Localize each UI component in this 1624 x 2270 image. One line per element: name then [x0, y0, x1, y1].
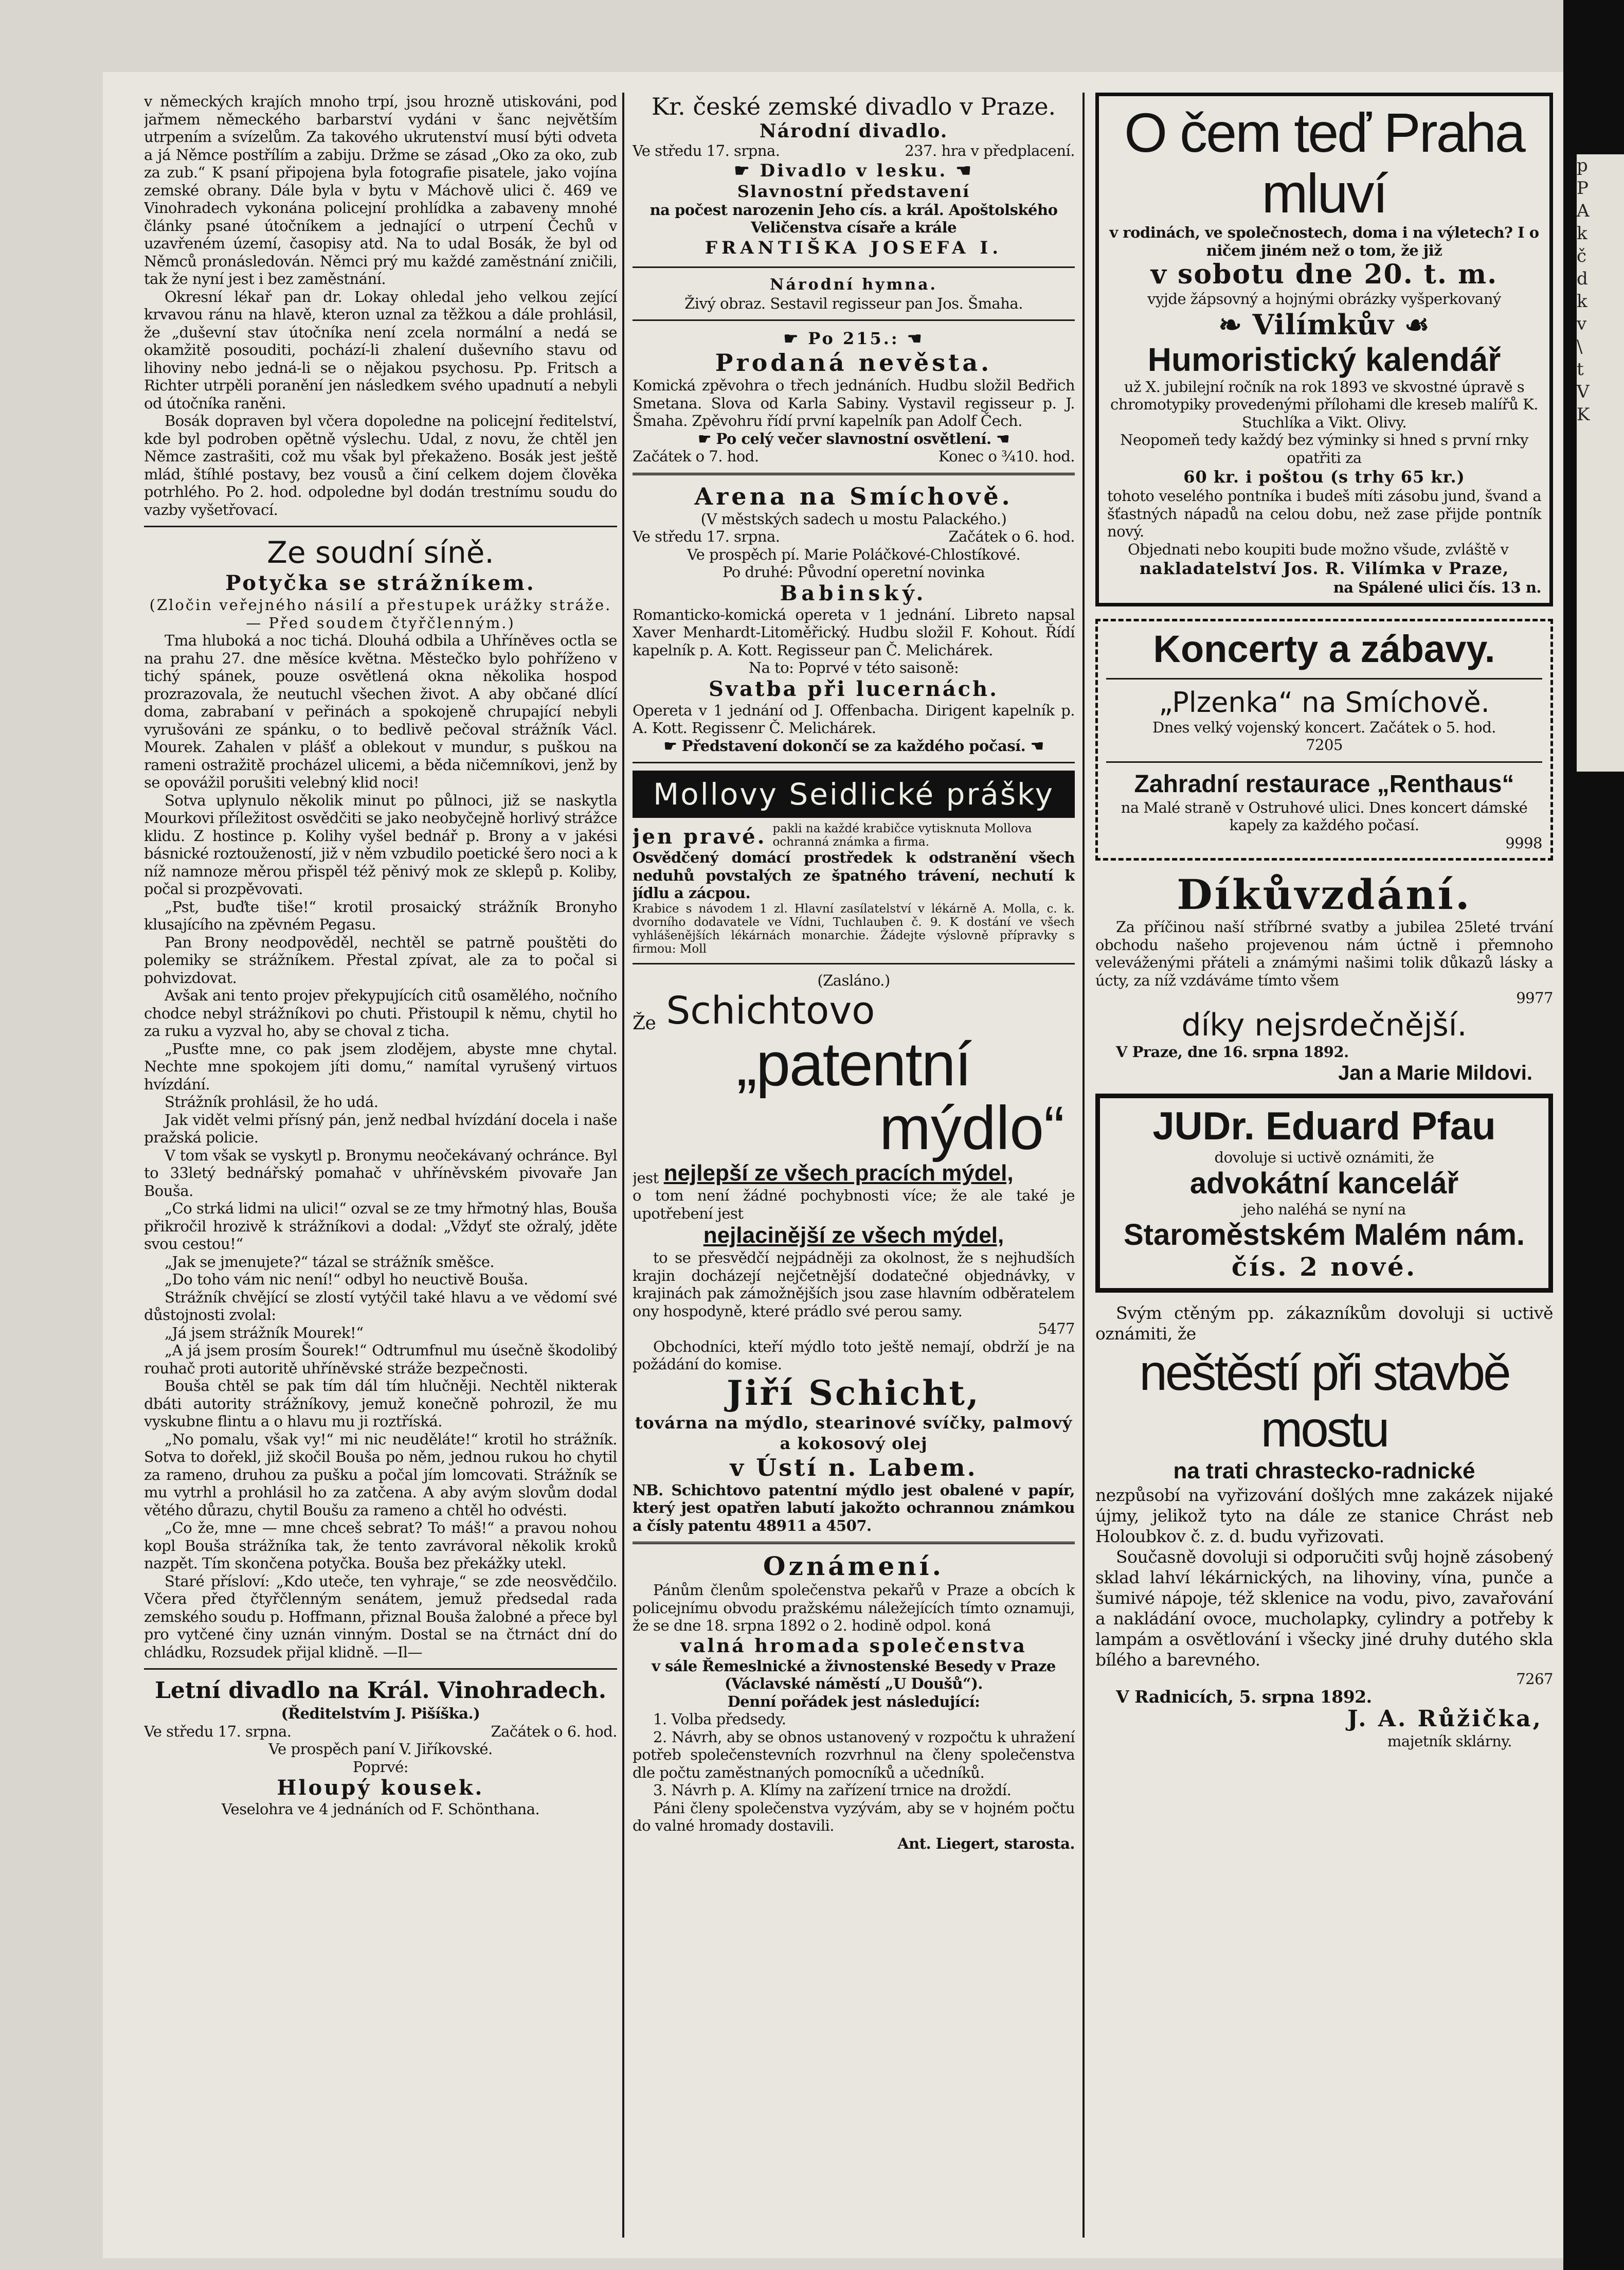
article-paragraph: „Já jsem strážník Mourek!“: [165, 1324, 364, 1342]
moll-only: jen pravé.: [633, 825, 767, 849]
oznameni-title: Oznámení.: [763, 1551, 945, 1581]
hand-pointer-icon: ☚: [899, 329, 924, 348]
moll-banner: Mollovy Seidlické prášky: [633, 771, 1075, 818]
koncert-plzenka-desc: Dnes velký vojenský koncert. Začátek o 5. hod.: [1152, 718, 1496, 736]
kalendar-date: v sobotu dne 20. t. m.: [1150, 259, 1498, 290]
nd-emperor: FRANTIŠKA JOSEFA I.: [705, 237, 1003, 258]
nd-forest: ☛ Divadlo v lesku. ☚: [734, 160, 973, 181]
arena-location: (V městských sadech u mostu Palackého.): [700, 510, 1007, 528]
pfau-office: advokátní kancelář: [1189, 1166, 1459, 1200]
ruzicka-num: 7267: [1516, 1670, 1553, 1688]
koncert-plzenka: „Plzenka“ na Smíchově.: [1159, 686, 1490, 719]
adjacent-page-edge: [1563, 0, 1624, 2270]
oznameni-sign: Ant. Liegert, starosta.: [897, 1834, 1075, 1852]
ornament-icon: ❧: [1218, 308, 1253, 341]
kalendar-address: na Spálené ulici čís. 13 n.: [1333, 579, 1541, 596]
article-paragraph: Bosák dopraven byl včera dopoledne na policejní ředitelství, kde byl podroben opětně výslechu. Udal, z novu, že chtěl jen Němce zastrašiti, což mu však byl překaženo. Bosák jest ještě mlád, štíhlé postavy, bez vousů a činí celkem dojem člověka potrhlého. Po 2. hod. odpoledne byl dodán trestnímu soudu do vazby vyšetřovací.: [144, 412, 617, 519]
article-paragraph: „A já jsem prosím Šourek!“ Odtrumfnul mu úsečně škodolibý rouhač proti autoritě uhříněvské stráže bezpečnosti.: [144, 1342, 617, 1377]
ruzicka-date: V Radnicích, 5. srpna 1892.: [1116, 1686, 1372, 1707]
ruzicka-intro: Svým ctěným pp. zákazníkům dovoluji si uctivě oznámiti, že: [1095, 1303, 1553, 1344]
oznameni-body: Pánům členům společenstva pekařů v Praze a obcích k policejnímu obvodu pražskému náležejících tímto oznamuji, že se dne 18. srpna 1892 o 2. hodině odpol. koná: [633, 1581, 1075, 1634]
schicht-cheap: nejlacinější ze všech mýdel,: [703, 1223, 1004, 1248]
arena-date: Ve středu 17. srpna.: [633, 528, 780, 545]
arena-benefit: Ve prospěch pí. Marie Poláčkové-Chlostíkové.: [687, 545, 1021, 563]
arena-second: Po druhé: Původní operetní novinka: [722, 563, 985, 581]
hand-pointer-icon: ☚: [991, 430, 1009, 448]
dikuvzdani-thanks: díky nejsrdečnější.: [1181, 1007, 1467, 1043]
arena-note: ☛ Představení dokončí se za každého počasí. ☚: [663, 737, 1044, 755]
column-rule: [1082, 93, 1085, 2238]
article-paragraph: „Do toho vám nic není!“ odbyl ho neuctivě Bouša.: [165, 1271, 528, 1288]
arena-start: Začátek o 6. hod.: [948, 528, 1075, 545]
pfau-line2: jeho naléhá se nyní na: [1242, 1200, 1406, 1218]
nd-times: [633, 448, 1075, 466]
oznameni-place: v sále Řemeslnické a živnostenské Besedy v Praze (Václavské náměstí „U Doušů“).: [652, 1657, 1056, 1692]
oznameni-item: 3. Návrh p. A. Klímy na zařízení trnice na droždí.: [653, 1781, 1012, 1799]
kalendar-publisher: nakladatelství Jos. R. Vilímka v Praze,: [1139, 559, 1509, 578]
schicht-best: nejlepší ze všech pracích mýdel,: [663, 1160, 1014, 1186]
article-paragraph: „Co strká lidmi na ulici!“ ozval se ze tmy hřmotný hlas, Bouša přikročil hrozivě k strážníkovi a dodal: „Vždyť ste ožralý, jděte svou cestou!“: [144, 1200, 617, 1253]
schicht-factory: továrna na mýdlo, stearinové svíčky, palmový a kokosový olej: [635, 1413, 1073, 1453]
kalendar-body4: tohoto veselého pontníka i budeš míti zásobu jund, švand a šťastných nápadů na celou dobu, než zase přijde pontník nový.: [1107, 487, 1541, 540]
arena-play: Babinský.: [780, 581, 928, 605]
schicht-head: [633, 989, 1075, 1032]
ornament-icon: ☙: [1394, 308, 1430, 341]
nd-hymn: Národní hymna.: [770, 275, 937, 294]
oznameni-closing: Páni členy společenstva vyzývám, aby se v hojném počtu do valné hromady dostavili.: [633, 1799, 1075, 1834]
article-paragraph: „Pst, buďte tiše!“ krotil prosaický strážník Bronyho klusajícího na zpěvném Pegasu.: [144, 898, 617, 933]
hand-pointer-icon: ☛: [698, 430, 716, 448]
kalendar-body5: Objednati nebo koupiti bude možno všude, zvláště v: [1128, 540, 1509, 558]
schicht-soap: mýdlo“: [879, 1094, 1064, 1163]
dikuvzdani-sign: Jan a Marie Mildovi.: [1338, 1062, 1532, 1084]
theatre-start: Začátek o 6. hod.: [491, 1722, 617, 1740]
article-paragraph: „No pomalu, však vy!“ mi nic neuděláte!“ krotil ho strážník. Sotva to dořekl, již skočil Bouša po něm, jednou rukou ho chytil za rameno, druhou za pušku a počal jím lomcovati. Strážník se mu vytrhl a prohlásil ho za zatčena. A aby avým slovům dodal větého důrazu, chytil Boušu za rameno a chtěl ho odvésti.: [144, 1430, 617, 1519]
article-paragraph: v německých krajích mnoho trpí, jsou hrozně utiskováni, pod jařmem německého barbarství vydáni v šanc největším utrpením a svízelům. Za takového ukrutenství musí býti odveta a já Němce postřílím a zabiju. Držme se zásad „Oko za oko, zub za zub.“ K psaní připojena byla fotografie pisatele, jako vojína zemské obrany. Dále byla v bytu v Máchově ulici č. 469 ve Vinohradech vykonána policejní prohlídka a zabaveny mnohé články psané útočníkem a jednající o utrpení Čechů v uzavřeném území, časopisy atd. Na to udal Bosák, že byl od Němců pronásledován. Němci prý mu každé zaměstnání zničili, tak že nyní jest i bez zaměstnání.: [144, 93, 617, 288]
nd-subtitle: Národní divadlo.: [759, 120, 948, 142]
article-title: Potyčka se strážníkem.: [225, 571, 536, 595]
arena-then: Na to: Poprvé v této saisoně:: [748, 659, 959, 676]
pfau-line1: dovoluje si uctivě oznámiti, že: [1214, 1149, 1434, 1166]
schicht-jest: jest: [633, 1169, 659, 1187]
nd-start: Začátek o 7. hod.: [633, 448, 759, 465]
theatre-director: (Ředitelstvím J. Pišíška.): [281, 1705, 480, 1722]
kalendar-name: Humoristický kalendář: [1147, 341, 1501, 378]
arena-schedule: [633, 528, 1075, 546]
column-middle: [633, 93, 1075, 2243]
ruzicka-body1: nezpůsobí na vyřizování došlých mne zakázek nijaké újmy, jelikož tyto na dále ze stanice Chrást neb Holoubkov č. z. d. budu vyřizovati.: [1095, 1485, 1553, 1546]
article-paragraph: Staré přísloví: „Kdo uteče, ten vyhraje,“ se zde neosvědčilo. Včera před čtyřčlenným senátem, jemuž předsedal rada zemského soudu p. Hoffmann, přiznal Bouša žalobné a přece byl pro vytčené činy uznán vinným. Dostal se na čtrnáct dní do chládku, Rozsudek přijal klidně. —Il—: [144, 1572, 617, 1661]
ruzicka-body2: Současně dovoluji si odporučiti svůj hojně zásobený sklad lahví lékárnických, na lihoviny, vína, punče a šumivé nápoje, též sklenice na vodu, pivo, zavařování a nakládání ovoce, mucholapky, cylindry a potřeby k lampám a osvětlování i všecky jiné druhy dutého skla bílého a barevného.: [1095, 1547, 1553, 1670]
nd-gala2: na počest narozenin Jeho cís. a král. Apoštolského Veličenstva císaře a krále: [649, 201, 1058, 236]
nd-tableau: Živý obraz. Sestavil regisseur pan Jos. Šmaha.: [684, 294, 1023, 312]
schicht-brand: Schichtovo: [666, 989, 875, 1033]
divider: [633, 266, 1075, 268]
kalendar-headline: O čem teď Praha mluví: [1124, 101, 1524, 224]
arena-desc2: Opereta v 1 jednání od J. Offenbacha. Dirigent kapelník p. A. Kott. Regissenr Č. Melichárek.: [633, 701, 1075, 737]
pfau-name: JUDr. Eduard Pfau: [1152, 1104, 1496, 1148]
article-paragraph: Bouša chtěl se pak tím dál tím hlučněji. Nechtěl nikterak dbáti autority strážníkovy, jemuž konečně pohrozil, že mu vyskubne flintu a o hlavu mu ji roztříská.: [144, 1377, 617, 1430]
divider: [633, 1542, 1075, 1544]
nd-title: Kr. české zemské divadlo v Praze.: [651, 93, 1056, 120]
article-paragraph: „Pusťte mne, co pak jsem zlodějem, abyste mne chytal. Nechte mne spokojem jíti domu,“ namítal vyrušený virtuos hvízdání.: [144, 1040, 617, 1093]
article-paragraph: Strážník chvějící se zlostí vytýčil také hlavu a ve vědomí své důstojnosti zvolal:: [144, 1288, 617, 1324]
article-paragraph: V tom však se vyskytl p. Bronymu neočekávaný ochránce. Byl to 33letý bednářský pomahač v uhříněvském pivovaře Jan Bouša.: [144, 1146, 617, 1200]
article-paragraph: Avšak ani tento projev překypujících citů osamělého, nočního chodce nebyl strážníkovi po chuti. Přistoupil k němu, chytil ho za ruku a vyzval ho, aby se choval z ticha.: [144, 987, 617, 1040]
hand-pointer-icon: ☛: [734, 160, 760, 181]
moll-body: Osvědčený domácí prostředek k odstranění všech neduhů povstalých ze špatného trávení, nechutí k jídlu a zácpou.: [633, 849, 1075, 902]
theatre-first: Poprvé:: [352, 1758, 409, 1776]
kalendar-body2: už X. jubilejní ročník na rok 1893 ve skvostné úpravě s chromotypiky provedenými přílohami dle kreseb malířů K. Stuchlíka a Vikt. Olivy.: [1110, 378, 1538, 431]
dikuvzdani-num: 9977: [1516, 989, 1553, 1007]
arena-play2: Svatba při lucernách.: [708, 676, 999, 701]
column-left: [144, 93, 617, 2243]
schicht-body2: to se přesvědčí nejpádněji za okolnost, že s nejhudších krajin docházejí nejčetnější dodatečné objednávky, v krajinách pak zámožnějších jsou zase hlavním odběratelem ony hospodyně, které prádlo své perou samy.: [633, 1249, 1075, 1320]
oznameni-meeting: valná hromada společenstva: [680, 1635, 1027, 1657]
ruzicka-headline: neštěstí při stavbě mostu: [1139, 1344, 1509, 1457]
column-rule: [622, 93, 624, 2238]
ruzicka-role: majetník sklárny.: [1387, 1732, 1512, 1750]
article-paragraph: Jak vidět velmi přísný pán, jenž nedbal hvízdání docela i naše pražská policie.: [144, 1111, 617, 1146]
schicht-patent: „patentní: [736, 1030, 971, 1099]
article-paragraph: Tma hluboká a noc tichá. Dlouhá odbila a Uhříněves octla se na prahu 27. dne měsíce května. Městečko bylo pohříženo v tichý spánek, pouze osvětlená okna několika hospod prozrazovala, že neutuchl všechen život. A aby občané dlící doma, zabrabaní v peřinách a spokojeně chrupající nebyli vyrušováni ze spánku, o to bedlivě pečoval strážník Václ. Mourek. Zahalen v plášť a oblekout v mundur, s puškou na rameni ostražitě procházel ulicemi, a běda ničemníkovi, jenž by se opovážil porušiti velebný klid noci!: [144, 632, 617, 791]
theatre-date: Ve středu 17. srpna.: [144, 1722, 292, 1740]
nd-after: ☛ Po 215.: ☚: [783, 329, 924, 348]
pfau-number: čís. 2 nové.: [1231, 1252, 1417, 1282]
moll-price: Krabice s návodem 1 zl. Hlavní zasílatelství v lékárně A. Molla, c. k. dvorního dodavatele ve Vídni, Tuchlauben č. 9. K dostání ve všech vyhlášenějších lékárnách monarchie. Žádejte výslovně přípravky s firmou: Moll: [633, 902, 1075, 956]
dikuvzdani-title: Díkůvzdání.: [1177, 870, 1472, 919]
nd-schedule: [633, 142, 1075, 160]
article-paragraph: Okresní lékař pan dr. Lokay ohledal jeho velkou zející krvavou ránu na hlavě, kteron uznal za těžkou a dále prohlásil, že „duševní stav útočníka není zcela normální a nedá se okamžitě posouditi, pochází-li zhalení duševního stavu od lihoviny nebo jedná-li se o nějakou psychosu. Pp. Fritsch a Richter utrpěli poranění jen následkem svého upadnutí a nebyli od útočníka raněni.: [144, 288, 617, 412]
article-paragraph: „Jak se jmenujete?“ tázal se strážník směšce.: [165, 1253, 495, 1271]
koncert-renthaus-desc: na Malé straně v Ostruhové ulici. Dnes koncert dámské kapely za každého počasí.: [1121, 798, 1528, 834]
nd-end: Konec o ¾10. hod.: [938, 448, 1075, 465]
theatre-title: Letní divadlo na Král. Vinohradech.: [154, 1677, 607, 1704]
arena-desc: Romanticko-komická opereta v 1 jednání. Libreto napsal Xaver Menhardt-Litoměřický. Hudbu složil F. Kohout. Řídí kapelník p. A. Kott. Regisseur pan Č. Melichárek.: [633, 605, 1075, 659]
divider: [1106, 761, 1542, 763]
article-subtitle: (Zločin veřejného násilí a přestupek urážky stráže. — Před soudem čtyřčlenným.): [149, 596, 612, 632]
hand-pointer-icon: ☚: [1025, 737, 1044, 755]
hand-pointer-icon: ☚: [947, 160, 973, 181]
kalendar-question: v rodinách, ve společnostech, doma i na výletech? I o ničem jiném než o tom, že již: [1109, 224, 1539, 259]
schicht-nb: NB. Schichtovo patentní mýdlo jest obalené v papír, který jest opatřen labutí jakožto ochrannou známkou a čísly patentu 48911 a 4507.: [633, 1481, 1075, 1534]
divider: [1106, 678, 1542, 680]
arena-title: Arena na Smíchově.: [694, 482, 1013, 510]
koncert-renthaus: Zahradní restaurace „Renthaus“: [1134, 770, 1514, 798]
theatre-desc: Veselohra ve 4 jednáních od F. Schönthana.: [221, 1800, 540, 1818]
column-right: [1095, 93, 1553, 2243]
schicht-merchants: Obchodníci, kteří mýdlo toto ještě nemají, obdrží je na požádání do komise.: [633, 1337, 1075, 1373]
divider: [633, 963, 1075, 964]
hand-pointer-icon: ☛: [663, 737, 682, 755]
article-paragraph: Pan Brony neodpověděl, nechtěl se patrně pouštěti do polemiky se strážníkem. Přestal zpívat, ale za to počal si pohvizdovat.: [144, 933, 617, 987]
divider: [144, 1668, 617, 1670]
koncerty-box: [1095, 619, 1553, 861]
oznameni-item: 2. Návrh, aby se obnos ustanovený v rozpočtu k uhražení potřeb společenstevních rozvrhnul na členy společenstva dle počtu zaměstnaných pomocníků a učedníků.: [633, 1728, 1075, 1781]
newspaper-page: [103, 72, 1563, 2258]
nd-opera-desc: Komická zpěvohra o třech jednáních. Hudbu složil Bedřich Smetana. Slova od Karla Sabiny. Vystavil regisseur p. J. Šmaha. Zpěvohru řídí první kapelník pan Adolf Čech.: [633, 377, 1075, 430]
oznameni-agenda: Denní pořádek jest následující:: [727, 1692, 980, 1710]
article-paragraph: „Co že, mne — mne chceš sebrat? To máš!“ a pravou nohou kopl Bouša strážníka tak, že tento zavrávoral několik kroků nazpět. Tím skončena potyčka. Bouša bez překážky utekl.: [144, 1519, 617, 1572]
nd-opera: Prodaná nevěsta.: [715, 349, 993, 377]
nd-perf: 237. hra v předplacení.: [905, 142, 1075, 159]
koncert-plzenka-num: 7205: [1306, 736, 1343, 754]
article-paragraph: Strážník prohlásil, že ho udá.: [165, 1093, 378, 1111]
kalendar-body: vyjde žápsovný a hojnými obrázky vyšperkovaný: [1147, 290, 1501, 308]
schicht-best-row: [633, 1160, 1075, 1187]
kalendar-price: 60 kr. i poštou (s trhy 65 kr.): [1183, 467, 1465, 487]
dikuvzdani-date: V Praze, dne 16. srpna 1892.: [1116, 1043, 1349, 1061]
article-paragraph: Sotva uplynulo několik minut po půlnoci, již se naskytla Mourkovi příležitost osvědčiti se jako neobyčejně horlivý strážce klidu. Z hostince p. Kolihy vyšel bednář p. Brony a v jakési básnické roztoužeností, již v něm vzbudilo poetické šero noci a k níž namnoze měrou přispěl též pěnivý mok ze sklepů p. Koliby, počal si prozpěvovati.: [144, 791, 617, 898]
schicht-num: 5477: [1038, 1320, 1075, 1337]
schicht-zaslano: (Zasláno.): [817, 971, 890, 989]
schicht-name: Jiří Schicht,: [727, 1372, 981, 1413]
hand-pointer-icon: ☛: [783, 329, 808, 348]
adjacent-page-text: p P A k č d k v \ t V K: [1577, 154, 1624, 772]
oznameni-item: 1. Volba předsedy.: [653, 1710, 786, 1728]
ruzicka-line: na trati chrastecko-radnické: [1173, 1458, 1475, 1483]
theatre-benefit: Ve prospěch paní V. Jiříkovské.: [268, 1740, 493, 1758]
kalendar-vilimek: ❧ Vilímkův ☙: [1218, 308, 1430, 341]
schicht-body1: o tom není žádné pochybnosti více; že ale také je upotřebení jest: [633, 1187, 1075, 1222]
divider: [633, 319, 1075, 321]
ruzicka-name: J. A. Růžička,: [1347, 1706, 1543, 1732]
kalendar-body3: Neopomeň tedy každý bez výminky si hned s první rnky opatřiti za: [1120, 431, 1528, 467]
nd-date: Ve středu 17. srpna.: [633, 142, 780, 159]
pfau-ad: [1095, 1094, 1553, 1293]
divider: [144, 526, 617, 527]
section-title: Ze soudní síně.: [267, 535, 494, 570]
divider: [633, 762, 1075, 763]
kalendar-ad: [1095, 93, 1553, 606]
dikuvzdani-body: Za příčinou naší stříbrné svatby a jubilea 25leté trvání obchodu našeho projevenou nám úctně i přemnoho veleváženými přáteli a známými našimi tolik důkazů lásky a úcty, za níž vzdáváme tímto všem: [1095, 918, 1553, 989]
koncert-renthaus-num: 9998: [1505, 834, 1542, 852]
nd-gala: Slavnostní představení: [737, 181, 970, 201]
moll-authentic: [633, 822, 1075, 849]
schicht-place: v Ústí n. Labem.: [730, 1453, 978, 1481]
moll-small: pakli na každé krabičce vytisknuta Mollova ochranná známka a firma.: [772, 822, 1032, 849]
theatre-play: Hloupý kousek.: [277, 1776, 484, 1800]
theatre-schedule: [144, 1723, 617, 1741]
divider: [633, 473, 1075, 475]
nd-light: ☛ Po celý večer slavnostní osvětlení. ☚: [698, 430, 1009, 448]
pfau-place: Staroměstském Malém nám.: [1123, 1218, 1525, 1252]
schicht-ze: Že: [633, 1012, 656, 1034]
koncerty-title: Koncerty a zábavy.: [1153, 627, 1495, 670]
